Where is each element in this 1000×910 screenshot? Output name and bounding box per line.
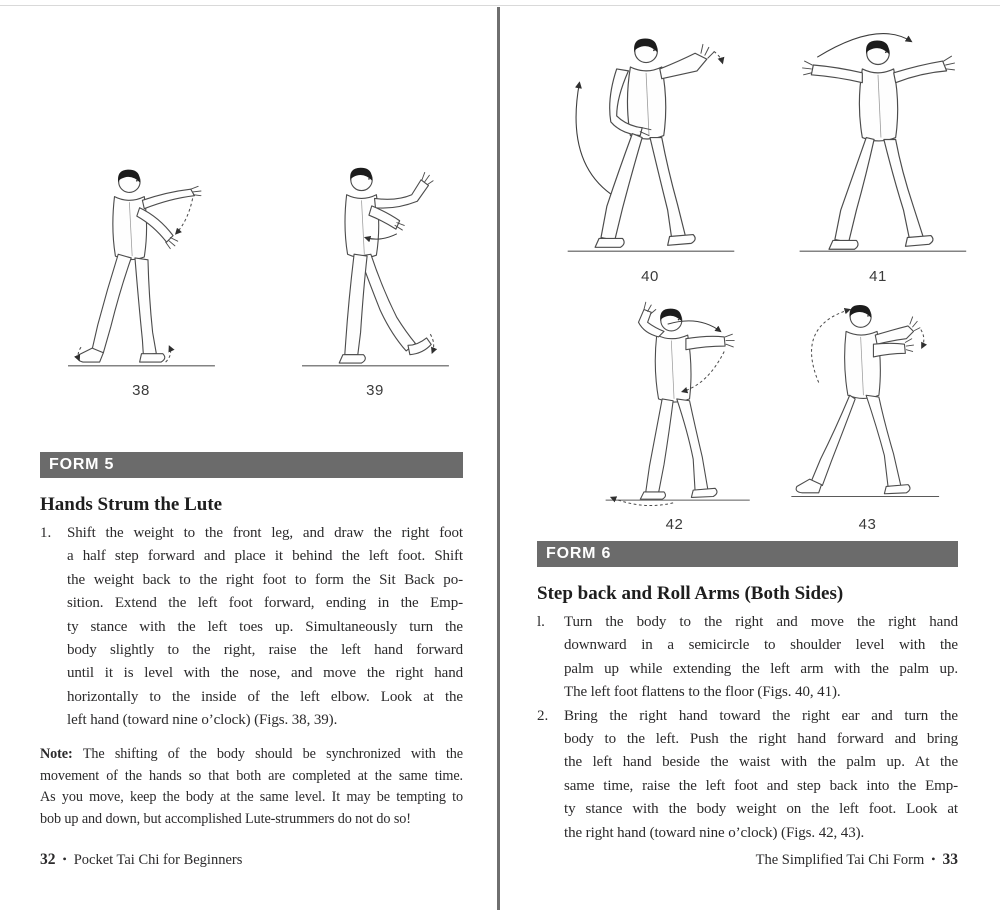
figure-41 — [780, 14, 976, 285]
note-paragraph: Note: The shifting of the body should be synchronized with the movement of the hands so that both are completed at the same time. As you move, keep the body at the same level. It may be tempting to bob up and down, but accomplished Lute-strummers do not do so! — [40, 746, 463, 828]
figure-38 — [55, 150, 227, 399]
page-right — [500, 0, 1000, 910]
step-1 — [537, 611, 958, 705]
figure-39 — [289, 150, 461, 399]
step-text: Turn the body to the right and move the right hand downward in a semicircle to shoulder level with the palm up while extending the left arm with the palm up. The left foot flattens to the floor (Figs. 40, 41). — [564, 614, 958, 701]
figure-row-38-39 — [55, 150, 461, 399]
footer-right — [537, 851, 958, 869]
book-title: Pocket Tai Chi for Beginners — [73, 852, 243, 868]
footer-bullet: • — [931, 852, 936, 866]
step-number: 2. — [537, 707, 549, 724]
page-number: 32 — [40, 851, 56, 868]
step-text: Shift the weight to the front leg, and draw the right foot a half step forward and place it behind the left foot. Shift the weight back to the right foot to form the Sit Back po- sition. Extend the left foot forward, ending in the Emp- ty stance with the left toes up. Simultaneously turn the body slightly to the right, raise the left hand forward until it is level with the nose, and move the right hand horizontally to the inside of the left elbow. Look at the left hand (toward nine o’clock) (Figs. 38, 39). — [67, 525, 463, 729]
figure-43 — [778, 284, 957, 533]
step-2 — [537, 705, 958, 845]
figure-number: 39 — [366, 382, 384, 399]
footer-bullet: • — [62, 852, 67, 866]
page-number: 33 — [942, 851, 958, 868]
footer-left — [40, 851, 242, 869]
taichi-illustration-43 — [778, 284, 957, 512]
chapter-title: The Simplified Tai Chi Form — [755, 852, 925, 868]
step-number: 1. — [40, 525, 52, 541]
form-6-steps — [537, 611, 958, 845]
taichi-illustration-39 — [289, 150, 461, 378]
taichi-illustration-40 — [552, 14, 748, 264]
section-title-step-back-and-roll-arms: Step back and Roll Arms (Both Sides) — [537, 583, 844, 604]
figure-row-40-41 — [552, 14, 976, 285]
taichi-illustration-41 — [780, 14, 976, 264]
figure-40 — [552, 14, 748, 285]
step-1 — [40, 522, 463, 733]
taichi-illustration-38 — [55, 150, 227, 378]
form-5-steps — [40, 522, 463, 733]
figure-number: 42 — [665, 516, 684, 533]
form-6-label: FORM 6 — [546, 545, 612, 562]
step-number: l. — [537, 614, 545, 630]
figure-number: 43 — [858, 516, 877, 533]
figure-number: 38 — [132, 382, 150, 399]
form-5-label: FORM 5 — [49, 456, 115, 473]
figure-number: 40 — [641, 268, 659, 285]
section-title-hands-strum-the-lute: Hands Strum the Lute — [40, 494, 223, 515]
form-6-header-bar — [537, 541, 958, 567]
form-5-header-bar — [40, 452, 463, 478]
taichi-illustration-42 — [585, 284, 764, 512]
figure-row-42-43 — [585, 284, 957, 533]
step-text: Bring the right hand toward the right ear and turn the body to the left. Push the right hand forward and bring the left hand beside the waist with the palm up. At the same time, raise the left foot and step back into the Emp- ty stance with the body weight on the left foot. Look at the right hand (toward nine o’clock) (Figs. 42, 43). — [564, 707, 958, 841]
figure-number: 41 — [869, 268, 887, 285]
page-left — [0, 0, 497, 910]
figure-42 — [585, 284, 764, 533]
